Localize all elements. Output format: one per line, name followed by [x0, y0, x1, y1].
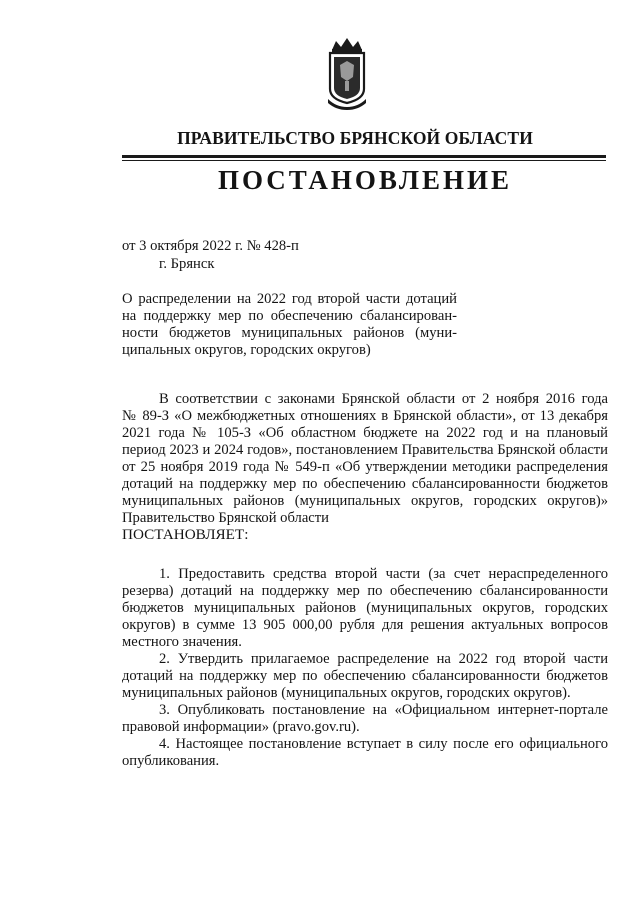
resolves-heading: ПОСТАНОВЛЯЕТ:	[122, 526, 249, 543]
item-line: 4. Настоящее постановление вступает в силу после его официального	[159, 736, 608, 752]
subject-line: ципальных округов, городских округов)	[122, 342, 371, 358]
preamble-line: от 25 ноября 2019 года № 549-п «Об утверждении методики распределения	[122, 459, 608, 475]
bryansk-coat-of-arms-icon	[322, 37, 372, 111]
header-rule-thin	[122, 160, 606, 161]
preamble-line: муниципальных районов (муниципальных округов, городских округов)»	[122, 493, 608, 509]
item-line: местного значения.	[122, 634, 242, 650]
item-line: муниципальных районов (муниципальных округов, городских округов).	[122, 685, 571, 701]
item-line: правовой информации» (pravo.gov.ru).	[122, 719, 360, 735]
preamble-line: № 89-З «О межбюджетных отношениях в Брянской области», от 13 декабря	[122, 408, 608, 424]
government-title: ПРАВИТЕЛЬСТВО БРЯНСКОЙ ОБЛАСТИ	[177, 128, 533, 148]
item-line: дотаций на поддержку мер по обеспечению сбалансированности бюджетов	[122, 668, 608, 684]
item-line: 1. Предоставить средства второй части (за счет нераспределенного	[159, 566, 608, 582]
preamble-line: 2021 года № 105-З «Об областном бюджете на 2022 год и на плановый	[122, 425, 608, 441]
header-rule-thick	[122, 155, 606, 158]
preamble-line: дотаций на поддержку мер по обеспечению сбалансированности бюджетов	[122, 476, 608, 492]
document-date-number: от 3 октября 2022 г. № 428-п	[122, 238, 299, 254]
preamble-line: период 2023 и 2024 годов», постановлением Правительства Брянской области	[122, 442, 608, 458]
preamble-line: В соответствии с законами Брянской области от 2 ноября 2016 года	[159, 391, 608, 407]
item-line: резерва) дотаций на поддержку мер по обеспечению сбалансированности	[122, 583, 608, 599]
item-line: бюджетов муниципальных районов (муниципальных округов, городских	[122, 600, 608, 616]
subject-line: О распределении на 2022 год второй части дотаций	[122, 291, 457, 307]
document-city: г. Брянск	[159, 256, 215, 272]
preamble-line: Правительство Брянской области	[122, 510, 329, 526]
subject-line: на поддержку мер по обеспечению сбалансирован-	[122, 308, 457, 324]
item-line: округов) в сумме 13 905 000,00 рубля для решения актуальных вопросов	[122, 617, 608, 633]
subject-line: ности бюджетов муниципальных районов (муни-	[122, 325, 457, 341]
item-line: опубликования.	[122, 753, 220, 769]
item-line: 3. Опубликовать постановление на «Официальном интернет-портале	[159, 702, 608, 718]
document-type-heading: ПОСТАНОВЛЕНИЕ	[217, 165, 513, 195]
item-line: 2. Утвердить прилагаемое распределение на 2022 год второй части	[159, 651, 608, 667]
